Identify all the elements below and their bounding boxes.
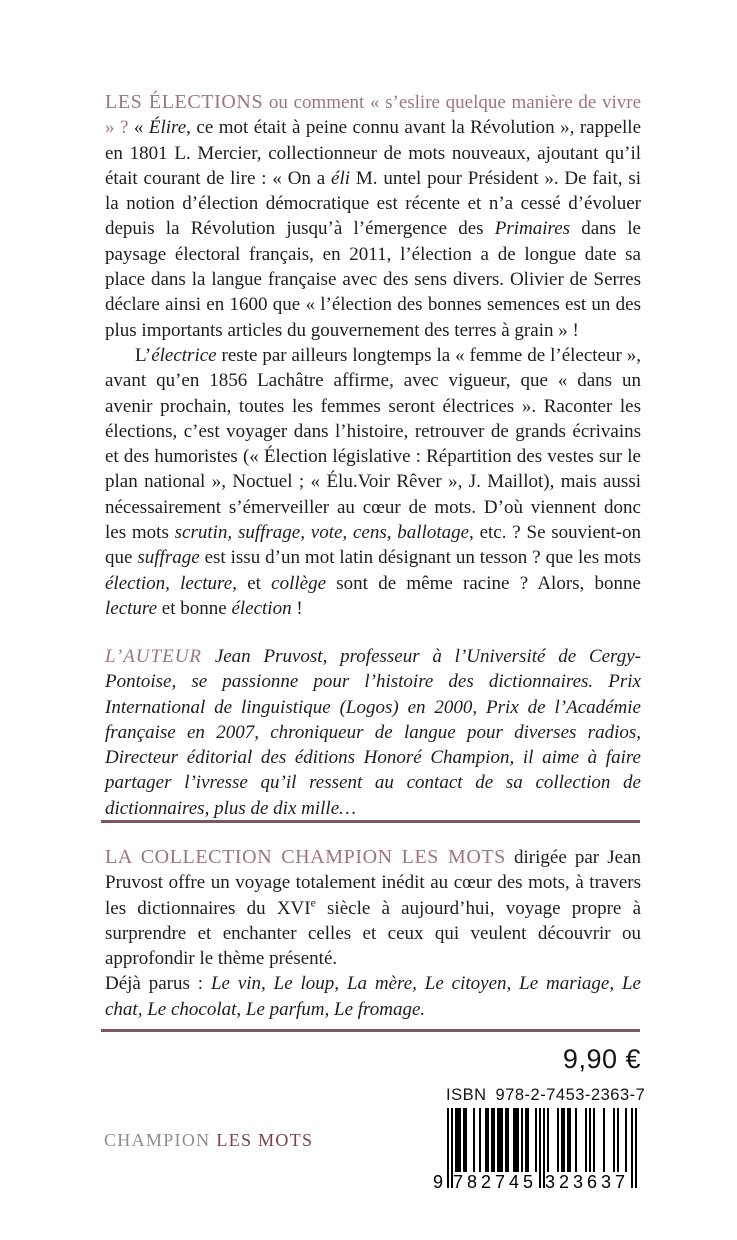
barcode-bar <box>625 1108 627 1180</box>
published-titles: Déjà parus : Le vin, Le loup, La mère, Le citoyen, Le mariage, Le chat, Le chocolat, Le parfum, Le fromage. <box>105 973 641 1020</box>
barcode-bar <box>447 1108 449 1188</box>
barcode-bar <box>459 1108 461 1180</box>
intro-paragraph-2: L’électrice reste par ailleurs longtemps la « femme de l’électeur », avant qu’en 1856 Lachâtre affirme, avec vigueur, que « dans un avenir prochain, toutes les femmes seront électrices ». Raconter les élections, c’est voyager dans l’histoire, retrouver de grands écrivains et des humoristes (« Élection législative : Répartition des vestes sur le plan national », Noctuel ; « Élu.Voir Rêver », J. Maillot), mais aussi nécessairement s’émerveiller au cœur de mots. D’où viennent donc les mots scrutin, suffrage, vote, cens, ballotage, etc. ? Se souvient-on que suffrage est issu d’un mot latin désignant un tesson ? que les mots élection, lecture, et collège sont de même racine ? Alors, bonne lecture et bonne élection ! <box>105 344 641 619</box>
intro-paragraph-1: LES ÉLECTIONS ou comment « s’eslire quelque manière de vivre » ? « Élire, ce mot était à peine connu avant la Révolution », rappelle en 1801 L. Mercier, collectionneur de mots nouveaux, ajoutant qu’il était courant de lire : « On a éli M. untel pour Président ». De fait, si la notion d’élection démocratique est récente et n’a cessé d’évoluer depuis la Révolution jusqu’à l’émergence des Primaires dans le paysage électoral français, en 2011, l’élection a de longue date sa place dans la langue française avec des sens divers. Olivier de Serres déclare ainsi en 1600 que « l’élection des bonnes semences est un des plus importants articles du gouvernement des terres à grain » ! <box>105 91 642 341</box>
barcode-bar <box>563 1108 565 1180</box>
barcode-first-digit: 9 <box>432 1172 443 1192</box>
collection-logotype <box>104 1130 313 1151</box>
barcode-bar <box>589 1108 591 1180</box>
collection-section <box>105 845 641 1022</box>
barcode-bar <box>501 1108 503 1180</box>
barcode-bar <box>585 1108 587 1180</box>
isbn-prefix: ISBN <box>446 1086 487 1104</box>
barcode-bar <box>473 1108 475 1180</box>
barcode-bar <box>617 1108 619 1180</box>
divider-rule-top <box>101 820 640 823</box>
barcode-bar <box>631 1108 633 1188</box>
barcode-bar <box>479 1108 481 1180</box>
barcode-bar <box>493 1108 495 1180</box>
barcode-bar <box>569 1108 571 1180</box>
barcode-bar <box>547 1108 549 1180</box>
price-label: 9,90 € <box>562 1044 641 1074</box>
publisher-name: CHAMPION <box>104 1130 211 1150</box>
barcode-bar <box>487 1108 489 1180</box>
barcode-bar <box>603 1108 605 1180</box>
barcode-bar <box>557 1108 559 1180</box>
barcode-bar <box>635 1108 637 1188</box>
barcode-right-digits: 323637 <box>545 1172 630 1192</box>
isbn-label <box>446 1086 646 1105</box>
barcode-bar <box>539 1108 541 1188</box>
barcode-bar <box>507 1108 509 1180</box>
ean-barcode <box>432 1108 637 1208</box>
barcode-bar <box>575 1108 577 1180</box>
barcode-bar <box>593 1108 595 1180</box>
isbn-number: 978-2-7453-2363-7 <box>495 1086 646 1104</box>
barcode-bar <box>465 1108 467 1180</box>
barcode-bar <box>527 1108 529 1180</box>
isbn-block <box>432 1086 646 1208</box>
barcode-bar <box>521 1108 523 1180</box>
barcode-bar <box>613 1108 615 1180</box>
collection-paragraph: LA COLLECTION CHAMPION LES MOTS dirigée par Jean Pruvost offre un voyage totalement inédit au cœur des mots, à travers les dictionnaires du XVIe siècle à aujourd’hui, voyage propre à surprendre et enchanter celles et ceux qui veulent découvrir ou approfondir le thème présenté. <box>105 846 642 970</box>
divider-rule-bottom <box>101 1029 640 1032</box>
author-section <box>105 644 641 821</box>
intro-section <box>105 90 641 621</box>
barcode-left-digits: 782745 <box>453 1172 538 1192</box>
barcode-bar <box>535 1108 537 1180</box>
barcode-bar <box>517 1108 519 1180</box>
author-paragraph: L’AUTEUR Jean Pruvost, professeur à l’Université de Cergy-Pontoise, se passionne pour l’histoire des dictionnaires. Prix International de linguistique (Logos) en 2000, Prix de l’Académie française en 2007, chroniqueur de langue pour diverses radios, Directeur éditorial des éditions Honoré Champion, il aime à faire partager l’ivresse qu’il ressent au contact de sa collection de dictionnaires, plus de dix mille… <box>105 646 641 819</box>
series-name: LES MOTS <box>216 1130 314 1150</box>
